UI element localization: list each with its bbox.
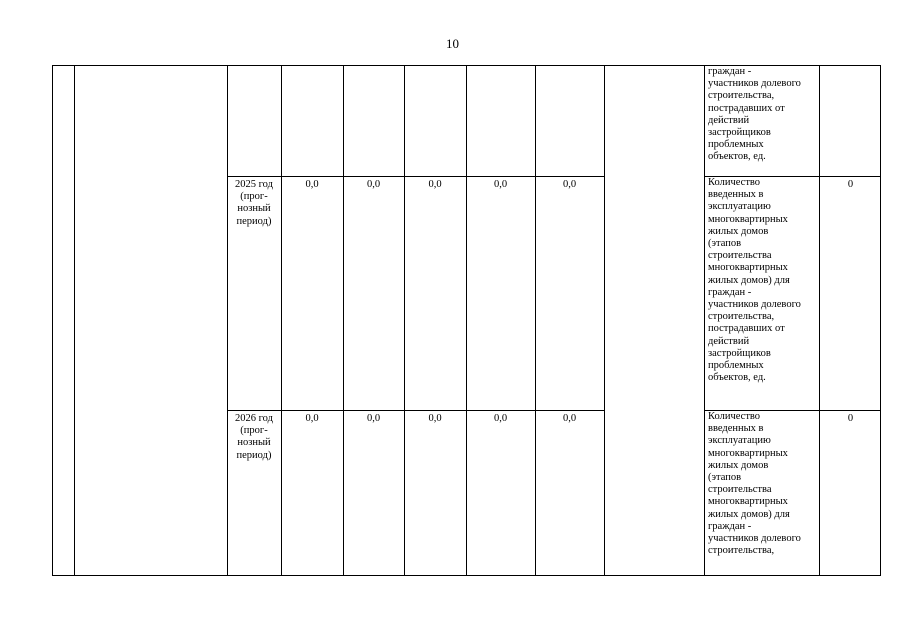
value-cell: 0,0 [562,413,577,424]
year-cell: 2026 год (прог- нозный период) [235,413,273,461]
target-value-cell: 0 [847,179,854,190]
column-divider [819,66,820,575]
value-cell: 0,0 [428,179,442,190]
indicators-table [52,65,881,576]
page-number: 10 [446,36,459,51]
column-divider [343,66,344,575]
value-cell: 0,0 [305,413,319,424]
value-cell: 0,0 [562,179,577,190]
column-divider [227,66,228,575]
column-divider [404,66,405,575]
value-cell: 0,0 [305,179,319,190]
value-cell: 0,0 [366,179,381,190]
value-cell: 0,0 [493,179,508,190]
value-cell: 0,0 [428,413,442,424]
indicator-cell: граждан - участников долевого строительства, пострадавших от действий застройщиков проблемных объектов, ед. [708,66,801,163]
value-cell: 0,0 [493,413,508,424]
value-cell: 0,0 [366,413,381,424]
indicator-cell: Количество введенных в эксплуатацию многоквартирных жилых домов (этапов строительства многоквартирных жилых домов) для граждан - участников долевого строительства, пострадавших от действий застройщиков проблемных объектов, ед. [708,177,801,384]
column-divider [604,66,605,575]
indicator-cell: Количество введенных в эксплуатацию многоквартирных жилых домов (этапов строительства многоквартирных жилых домов) для граждан - участников долевого строительства, [708,411,801,557]
column-divider [281,66,282,575]
target-value-cell: 0 [847,413,854,424]
column-divider [466,66,467,575]
year-cell: 2025 год (прог- нозный период) [235,179,273,227]
column-divider [74,66,75,575]
column-divider [535,66,536,575]
